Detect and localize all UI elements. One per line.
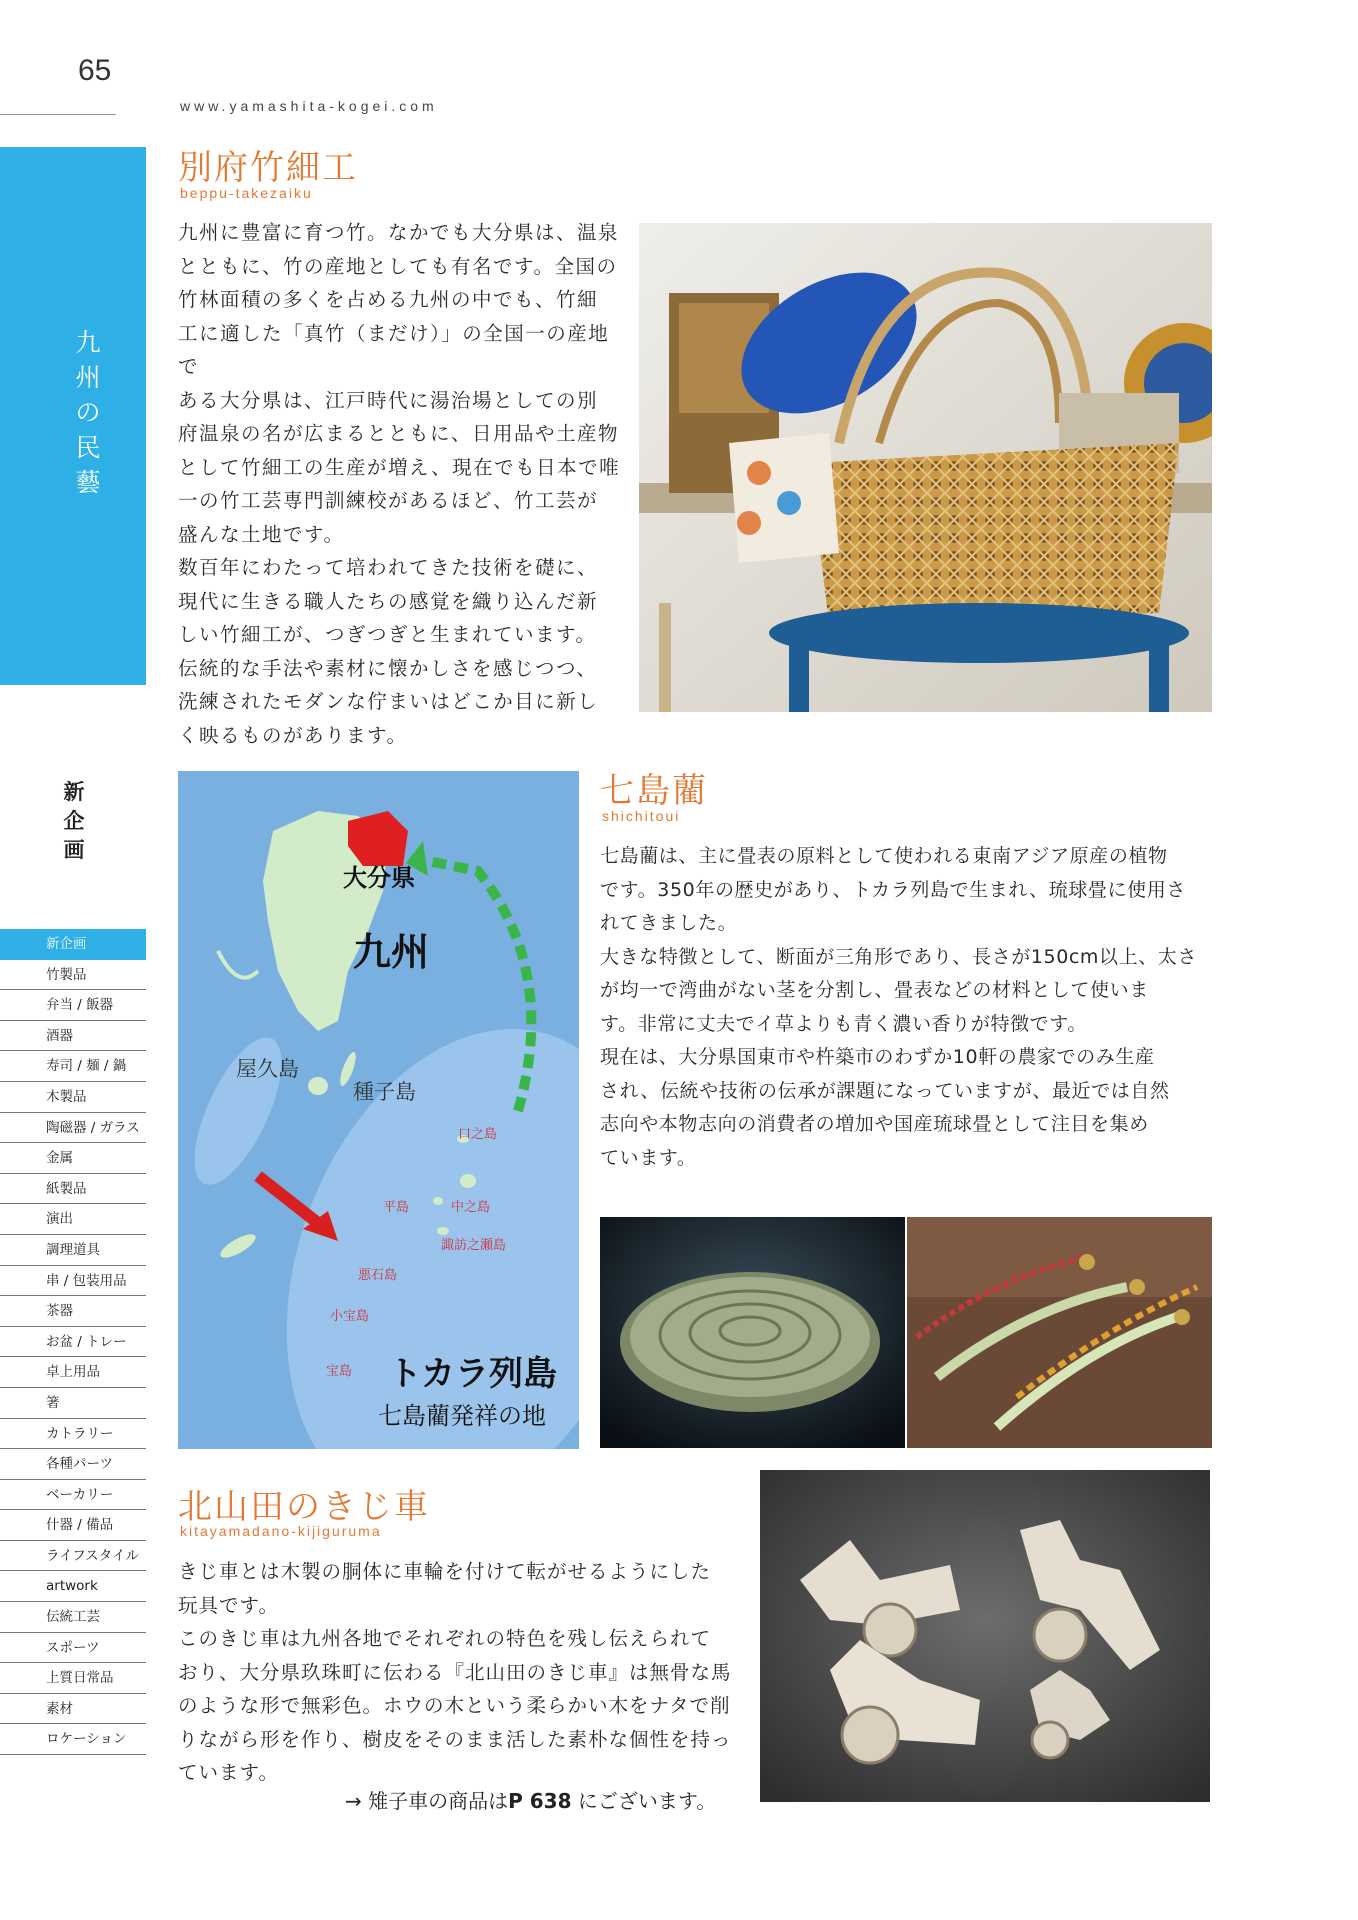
- new-plan-vertical-label: 新 企 画: [63, 780, 85, 862]
- map-label-nakanoshima: 中之島: [451, 1200, 491, 1215]
- kiji-link-page[interactable]: P 638: [508, 1789, 572, 1813]
- map-label-oita: 大分県: [343, 864, 415, 892]
- kiji-title: 北山田のきじ車: [178, 1487, 430, 1527]
- shichitoui-body-line: ています。: [600, 1146, 697, 1169]
- nav-item[interactable]: artwork: [0, 1571, 146, 1602]
- beppu-body-line: とともに、竹の産地としても有名です。全国の: [178, 254, 618, 278]
- beppu-body-line: 府温泉の名が広まるとともに、日用品や土産物: [178, 422, 620, 445]
- kiji-body: [178, 1555, 748, 1790]
- category-tab-label: 九 州 の 民 藝: [75, 328, 101, 497]
- map-label-akusekijima: 悪石島: [358, 1268, 398, 1283]
- shichitoui-body-line: す。非常に丈夫でイ草よりも青く濃い香りが特徴です。: [600, 1012, 1087, 1035]
- shichitoui-body-line: 現在は、大分県国東市や杵築市のわずか10軒の農家でのみ生産: [600, 1046, 1155, 1068]
- beppu-body-line: 盛んな土地です。: [178, 522, 345, 546]
- nav-item[interactable]: 新企画: [0, 929, 146, 960]
- shichitoui-body-line: が均一で湾曲がない茎を分割し、畳表などの材料として使いま: [600, 979, 1149, 1001]
- kiji-link-prefix: → 雉子車の商品は: [345, 1789, 509, 1813]
- shichitoui-body-line: 志向や本物志向の消費者の増加や国産琉球畳として注目を集め: [600, 1113, 1149, 1135]
- map-label-kuchinoshima: 口之島: [458, 1127, 498, 1142]
- kiji-body-line: のような形で無彩色。ホウの木という柔らかい木をナタで削: [178, 1694, 731, 1717]
- beppu-body-line: ある大分県は、江戸時代に湯治場としての別: [178, 388, 599, 412]
- wooden-kiji-toys-photo: [760, 1470, 1210, 1802]
- nav-item[interactable]: 木製品: [0, 1082, 146, 1113]
- nav-item[interactable]: 金属: [0, 1143, 146, 1174]
- kiji-body-line: きじ車とは木製の胴体に車輪を付けて転がせるようにした: [178, 1560, 712, 1583]
- shichitoui-body-line: 七島藺は、主に畳表の原料として使われる東南アジア原産の植物: [600, 845, 1168, 867]
- nav-item[interactable]: 什器 / 備品: [0, 1510, 146, 1541]
- map-label-kyushu: 九州: [353, 930, 430, 974]
- shichitoui-body-line: され、伝統や技術の伝承が課題になっていますが、最近では自然: [600, 1079, 1170, 1102]
- nav-item[interactable]: 箸: [0, 1388, 146, 1419]
- nav-item[interactable]: お盆 / トレー: [0, 1327, 146, 1358]
- nav-item[interactable]: カトラリー: [0, 1419, 146, 1450]
- kiji-product-link[interactable]: [345, 1785, 716, 1814]
- shichitoui-title: 七島藺: [600, 771, 708, 811]
- kiji-link-suffix: にございます。: [571, 1789, 717, 1813]
- nav-item[interactable]: 調理道具: [0, 1235, 146, 1266]
- nav-item[interactable]: 上質日常品: [0, 1663, 146, 1694]
- nav-item[interactable]: スポーツ: [0, 1633, 146, 1664]
- map-label-suwanosejima: 諏訪之瀬島: [441, 1238, 507, 1253]
- nav-item[interactable]: 卓上用品: [0, 1357, 146, 1388]
- kiji-body-line: 玩具です。: [178, 1593, 279, 1617]
- map-label-tairajima: 平島: [383, 1200, 410, 1215]
- braided-keychains-photo: [907, 1217, 1212, 1448]
- beppu-body-line: 工に適した「真竹（まだけ）」の全国一の産地で: [178, 321, 610, 378]
- woven-tray-photo: [600, 1217, 905, 1448]
- kiji-roman: kitayamadano-kijiguruma: [180, 1523, 382, 1539]
- nav-item[interactable]: 酒器: [0, 1021, 146, 1052]
- map-label-takarajima: 宝島: [326, 1364, 353, 1379]
- beppu-body-line: しい竹細工が、つぎつぎと生まれています。: [178, 623, 597, 646]
- page-number-rule: [0, 114, 116, 115]
- category-index: [0, 929, 146, 1755]
- beppu-body-line: 竹林面積の多くを占める九州の中でも、竹細: [178, 288, 599, 311]
- bamboo-basket-photo: [639, 223, 1212, 712]
- nav-item[interactable]: 各種パーツ: [0, 1449, 146, 1480]
- nav-item[interactable]: 寿司 / 麺 / 鍋: [0, 1051, 146, 1082]
- tokara-map: [178, 771, 579, 1449]
- kiji-body-line: りながら形を作り、樹皮をそのまま活した素朴な個性を持っ: [178, 1727, 732, 1751]
- map-label-tanegashima: 種子島: [353, 1080, 416, 1104]
- nav-item[interactable]: 演出: [0, 1204, 146, 1235]
- shichitoui-body-line: れてきました。: [600, 912, 738, 934]
- nav-item[interactable]: 伝統工芸: [0, 1602, 146, 1633]
- nav-item[interactable]: 紙製品: [0, 1174, 146, 1205]
- shichitoui-body-line: です。350年の歴史があり、トカラ列島で生まれ、琉球畳に使用さ: [600, 878, 1186, 901]
- beppu-body-line: として竹細工の生産が増え、現在でも日本で唯: [178, 455, 621, 479]
- page-number: 65: [78, 54, 112, 87]
- beppu-body-line: く映るものがあります。: [178, 723, 408, 747]
- kiji-body-line: このきじ車は九州各地でそれぞれの特色を残し伝えられて: [178, 1627, 712, 1650]
- map-label-tokara-origin: 七島藺発祥の地: [378, 1402, 546, 1430]
- nav-item[interactable]: 串 / 包装用品: [0, 1266, 146, 1297]
- nav-item[interactable]: 陶磁器 / ガラス: [0, 1113, 146, 1144]
- kiji-body-line: ています。: [178, 1761, 279, 1784]
- nav-item[interactable]: 竹製品: [0, 960, 146, 991]
- nav-item[interactable]: ロケーション: [0, 1724, 146, 1755]
- shichitoui-body: [600, 840, 1220, 1175]
- beppu-roman: beppu-takezaiku: [180, 185, 313, 201]
- beppu-body-line: 洗練されたモダンな佇まいはどこか目に新し: [178, 690, 599, 713]
- nav-item[interactable]: ベーカリー: [0, 1480, 146, 1511]
- beppu-body-line: 伝統的な手法や素材に懐かしさを感じつつ、: [178, 656, 598, 680]
- beppu-body-line: 現代に生きる職人たちの感覚を織り込んだ新: [178, 589, 599, 613]
- map-label-yakushima: 屋久島: [236, 1057, 299, 1081]
- beppu-body-line: 九州に豊富に育つ竹。なかでも大分県は、温泉: [178, 221, 620, 244]
- nav-item[interactable]: 弁当 / 飯器: [0, 990, 146, 1021]
- nav-item[interactable]: 茶器: [0, 1296, 146, 1327]
- beppu-body-line: 一の竹工芸専門訓練校があるほど、竹工芸が: [178, 489, 599, 512]
- kiji-body-line: おり、大分県玖珠町に伝わる『北山田のきじ車』は無骨な馬: [178, 1660, 732, 1684]
- map-label-kodakarajima: 小宝島: [330, 1309, 370, 1324]
- map-label-tokara: トカラ列島: [388, 1354, 557, 1394]
- nav-item[interactable]: ライフスタイル: [0, 1541, 146, 1572]
- website-url[interactable]: www.yamashita-kogei.com: [180, 98, 438, 114]
- shichitoui-roman: shichitoui: [602, 808, 681, 824]
- beppu-body-line: 数百年にわたって培われてきた技術を礎に、: [178, 556, 599, 579]
- beppu-body: [178, 216, 628, 752]
- shichitoui-body-line: 大きな特徴として、断面が三角形であり、長さが150cm以上、太さ: [600, 945, 1198, 968]
- beppu-title: 別府竹細工: [178, 148, 358, 188]
- nav-item[interactable]: 素材: [0, 1694, 146, 1725]
